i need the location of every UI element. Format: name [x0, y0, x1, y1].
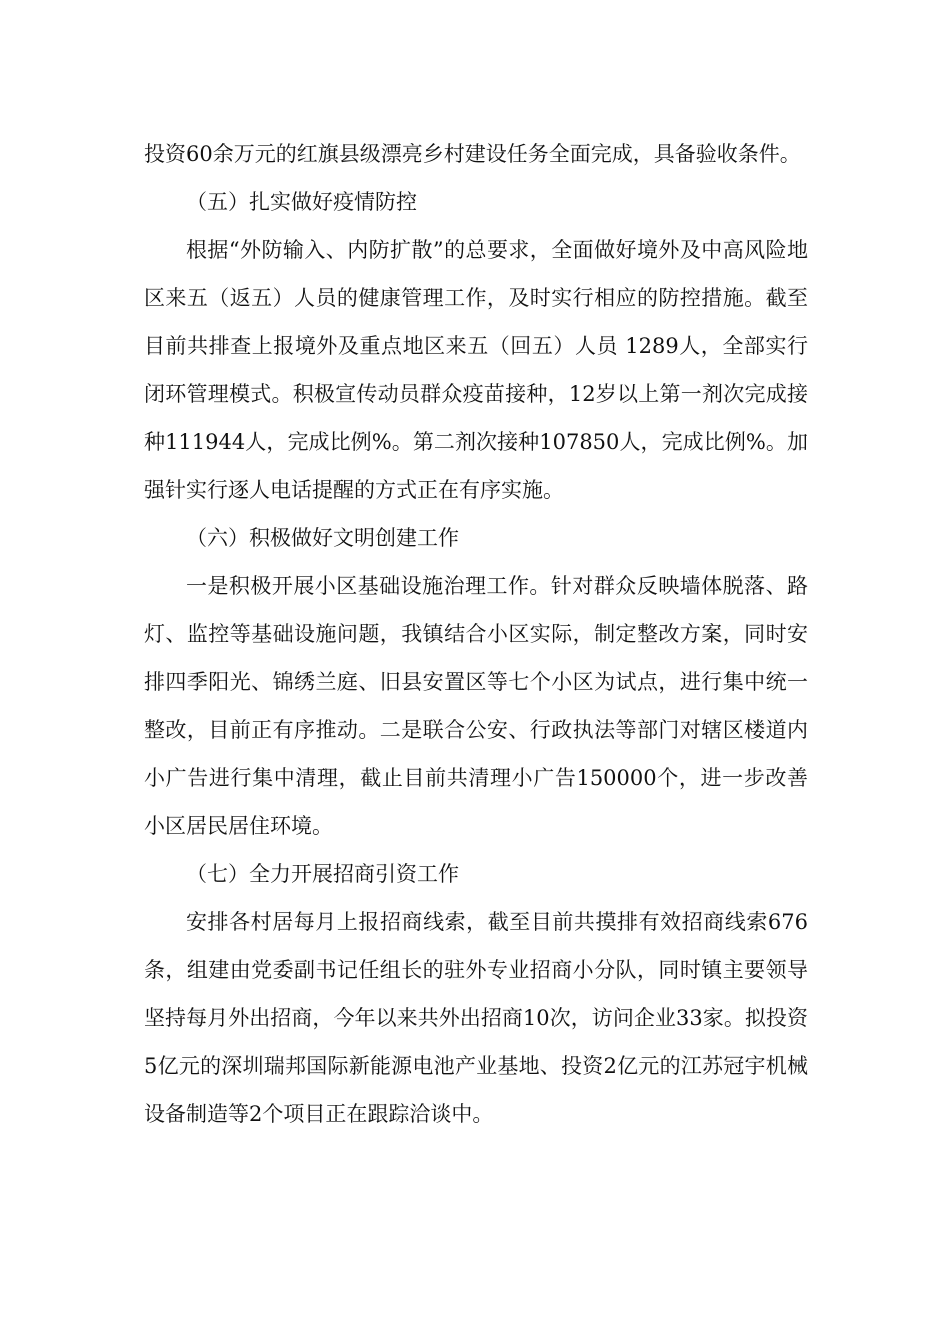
section-heading-investment: （七）全力开展招商引资工作 [186, 862, 459, 886]
paragraph-investment: 安排各村居每月上报招商线索，截至目前共摸排有效招商线索676条，组建由党委副书记任组长的驻外专业招商小分队，同时镇主要领导坚持每月外出招商，今年以来共外出招商10次，访问企业33家。拟投资5亿元的深圳瑞邦国际新能源电池产业基地、投资2亿元的江苏冠宇机械设备制造等2个项目正在跟踪洽谈中。 [144, 910, 808, 1126]
section-heading-epidemic: （五）扎实做好疫情防控 [186, 190, 417, 214]
paragraph-civilization: 一是积极开展小区基础设施治理工作。针对群众反映墙体脱落、路灯、监控等基础设施问题，我镇结合小区实际，制定整改方案，同时安排四季阳光、锦绣兰庭、旧县安置区等七个小区为试点，进行集中统一整改，目前正有序推动。二是联合公安、行政执法等部门对辖区楼道内小广告进行集中清理，截止目前共清理小广告150000个，进一步改善小区居民居住环境。 [144, 574, 808, 838]
paragraph-epidemic: 根据“外防输入、内防扩散”的总要求，全面做好境外及中高风险地区来五（返五）人员的健康管理工作，及时实行相应的防控措施。截至目前共排查上报境外及重点地区来五（回五）人员 1289人，全部实行闭环管理模式。积极宣传动员群众疫苗接种，12岁以上第一剂次完成接种111944人，完成比例%。第二剂次接种107850人，完成比例%。加强针实行逐人电话提醒的方式正在有序实施。 [144, 238, 808, 502]
paragraph-continuation: 投资60余万元的红旗县级漂亮乡村建设任务全面完成，具备验收条件。 [144, 142, 801, 166]
document-page [144, 130, 808, 1138]
section-heading-civilization: （六）积极做好文明创建工作 [186, 526, 459, 550]
